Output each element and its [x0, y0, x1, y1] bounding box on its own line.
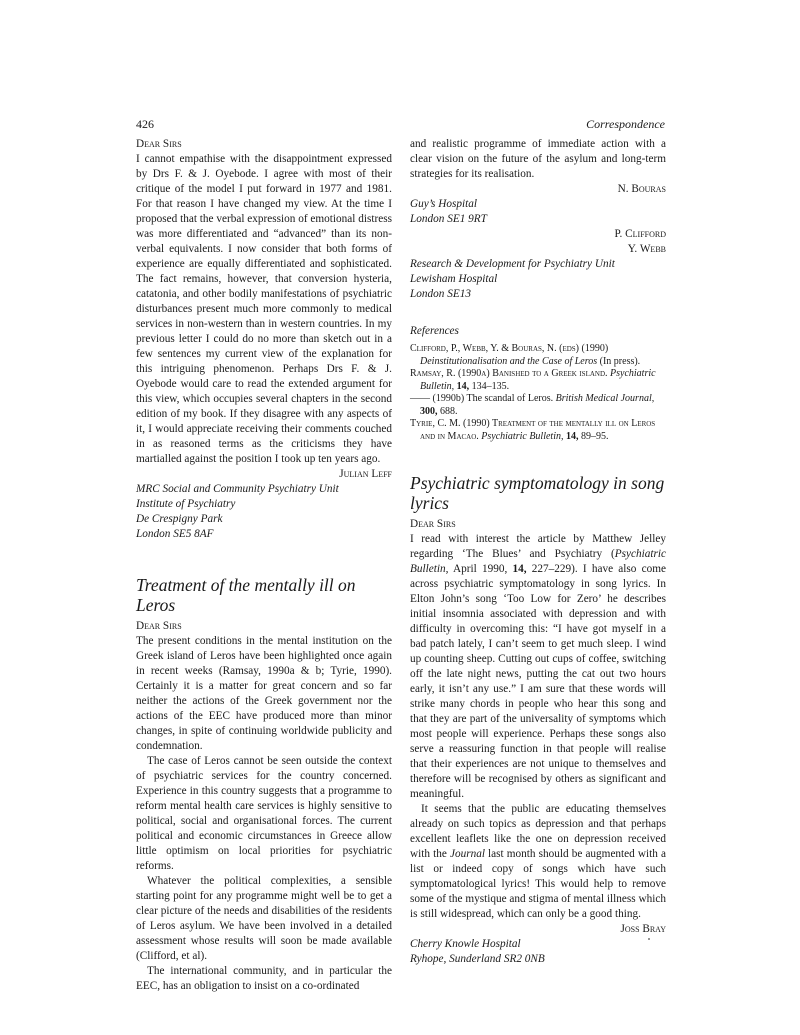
scan-speck — [648, 938, 650, 940]
signature: Joss Bray — [620, 923, 666, 935]
article-title: Treatment of the mentally ill on Leros — [136, 575, 356, 615]
paragraph: The present conditions in the mental institution on the Greek island of Leros have been highlighted once again in recent weeks (Ramsay, 1990a & b; Tyrie, 1990). Certainly it is a matter for great concern and so far neither the actions of the Greek government nor the actions of the EEC have produced more than minor changes, in spite of continuing worldwide publicity and condemnation. — [136, 635, 392, 752]
address-line: London SE1 9RT — [410, 213, 487, 225]
references-heading: References — [410, 325, 459, 337]
section-title: Correspondence — [586, 117, 665, 131]
address-line: Ryhope, Sunderland SR2 0NB — [410, 953, 545, 965]
address-line: London SE5 8AF — [136, 528, 214, 540]
reference-item: Ramsay, R. (1990a) Banished to a Greek island. Psychiatric Bulletin, 14, 134–135. — [410, 368, 656, 392]
salutation: Dear Sirs — [136, 620, 182, 632]
address-line: MRC Social and Community Psychiatry Unit — [136, 483, 339, 495]
address-line: Cherry Knowle Hospital — [410, 938, 521, 950]
paragraph: Whatever the political complexities, a sensible starting point for any programme might well be to get a clear picture of the needs and disabilities of the residents of Leros asylum. We have been involved in a detailed assessment whose results will soon be made available (Clifford, et al). — [136, 875, 392, 962]
salutation: Dear Sirs — [136, 138, 182, 150]
address-line: De Crespigny Park — [136, 513, 223, 525]
page-number: 426 — [136, 117, 154, 131]
address-line: Guy’s Hospital — [410, 198, 477, 210]
address-line: London SE13 — [410, 288, 471, 300]
paragraph: The case of Leros cannot be seen outside the context of psychiatric services for the country concerned. Experience in this country suggests that a programme to reform mental health care services is highly sensitive to political, social and organisational forces. The current political and economic circumstances in Greece allow little optimism on local priorities for psychiatric reforms. — [136, 755, 392, 872]
signature: P. Clifford — [614, 228, 666, 240]
signature: Julian Leff — [339, 468, 392, 480]
references-list — [410, 343, 666, 443]
address-line: Research & Development for Psychiatry Unit — [410, 258, 615, 270]
paragraph: and realistic programme of immediate action with a clear vision on the future of the asylum and long-term strategies for its realisation. — [410, 138, 666, 180]
reference-item: —— (1990b) The scandal of Leros. British Medical Journal, 300, 688. — [410, 393, 655, 417]
salutation: Dear Sirs — [410, 518, 456, 530]
left-column — [136, 137, 392, 994]
article-title: Psychiatric symptomatology in song lyrics — [410, 473, 665, 513]
signature: Y. Webb — [627, 243, 666, 255]
paragraph: The international community, and in particular the EEC, has an obligation to insist on a co-ordinated — [136, 965, 392, 992]
reference-item: Tyrie, C. M. (1990) Treatment of the mentally ill on Leros and in Macao. Psychiatric Bulletin, 14, 89–95. — [410, 418, 656, 442]
paragraph: I read with interest the article by Matthew Jelley regarding ‘The Blues’ and Psychiatry (Psychiatric Bulletin, April 1990, 14, 227–229). I have also come across psychiatric symptomatology in song lyrics. In Elton John’s song ‘Too Low for Zero’ he describes initial insomnia associated with depression and with difficulty in overcoming this: “I have got myself in a bad patch lately, I can’t seem to get much sleep. I wind up counting sheep. Cutting out cups of coffee, switching off the late night news, putting the cat out two hours early, it isn’t any use.” I am sure that these words will strike many chords in people who hear this song and that they are part of the universality of symptoms which most people will experience. Perhaps these songs also serve a reassuring function in that people will realise that their experiences are not unique to themselves and therefore will be recognised by others as significant and meaningful. — [410, 533, 666, 800]
right-column — [410, 137, 666, 967]
address-line: Institute of Psychiatry — [136, 498, 236, 510]
letter-body: I cannot empathise with the disappointment expressed by Drs F. & J. Oyebode. I agree with most of their critique of the model I put forward in 1977 and 1981. For that reason I have changed my view. At the time I proposed that the verbal expression of emotional distress was more differentiated and “advanced” than its non-verbal equivalents. I now consider that both forms of experience are equally differentiated and sophisticated. The fact remains, however, that conversion hysteria, catatonia, and other bodily manifestations of psychiatric disturbances present much more commonly to medical services in non-western than in western countries. In my previous letter I could do no more than sketch out in a few sentences my current view of the explanation for this intriguing phenomenon. Perhaps Drs F. & J. Oyebode would care to read the extended argument for this view, which occupies several chapters in the second edition of my book. If they disagree with any aspects of it, I would appreciate receiving their comments couched in as reasoned terms as the criticisms they have martialled against the position I took up ten years ago. — [136, 153, 392, 465]
signature: N. Bouras — [617, 183, 666, 195]
paragraph: It seems that the public are educating themselves already on such topics as depression and that perhaps excellent leaflets like the one on depression received with the Journal last month should be augmented with a list or indeed copy of songs which have such symptomatological lyrics! This would help to remove some of the mystique and stigma of mental illness which is still widespread, which can only be a good thing. — [410, 803, 666, 920]
address-line: Lewisham Hospital — [410, 273, 498, 285]
address-block — [136, 482, 392, 542]
reference-item: Clifford, P., Webb, Y. & Bouras, N. (eds) (1990) Deinstitutionalisation and the Case of Leros (In press). — [410, 343, 641, 367]
